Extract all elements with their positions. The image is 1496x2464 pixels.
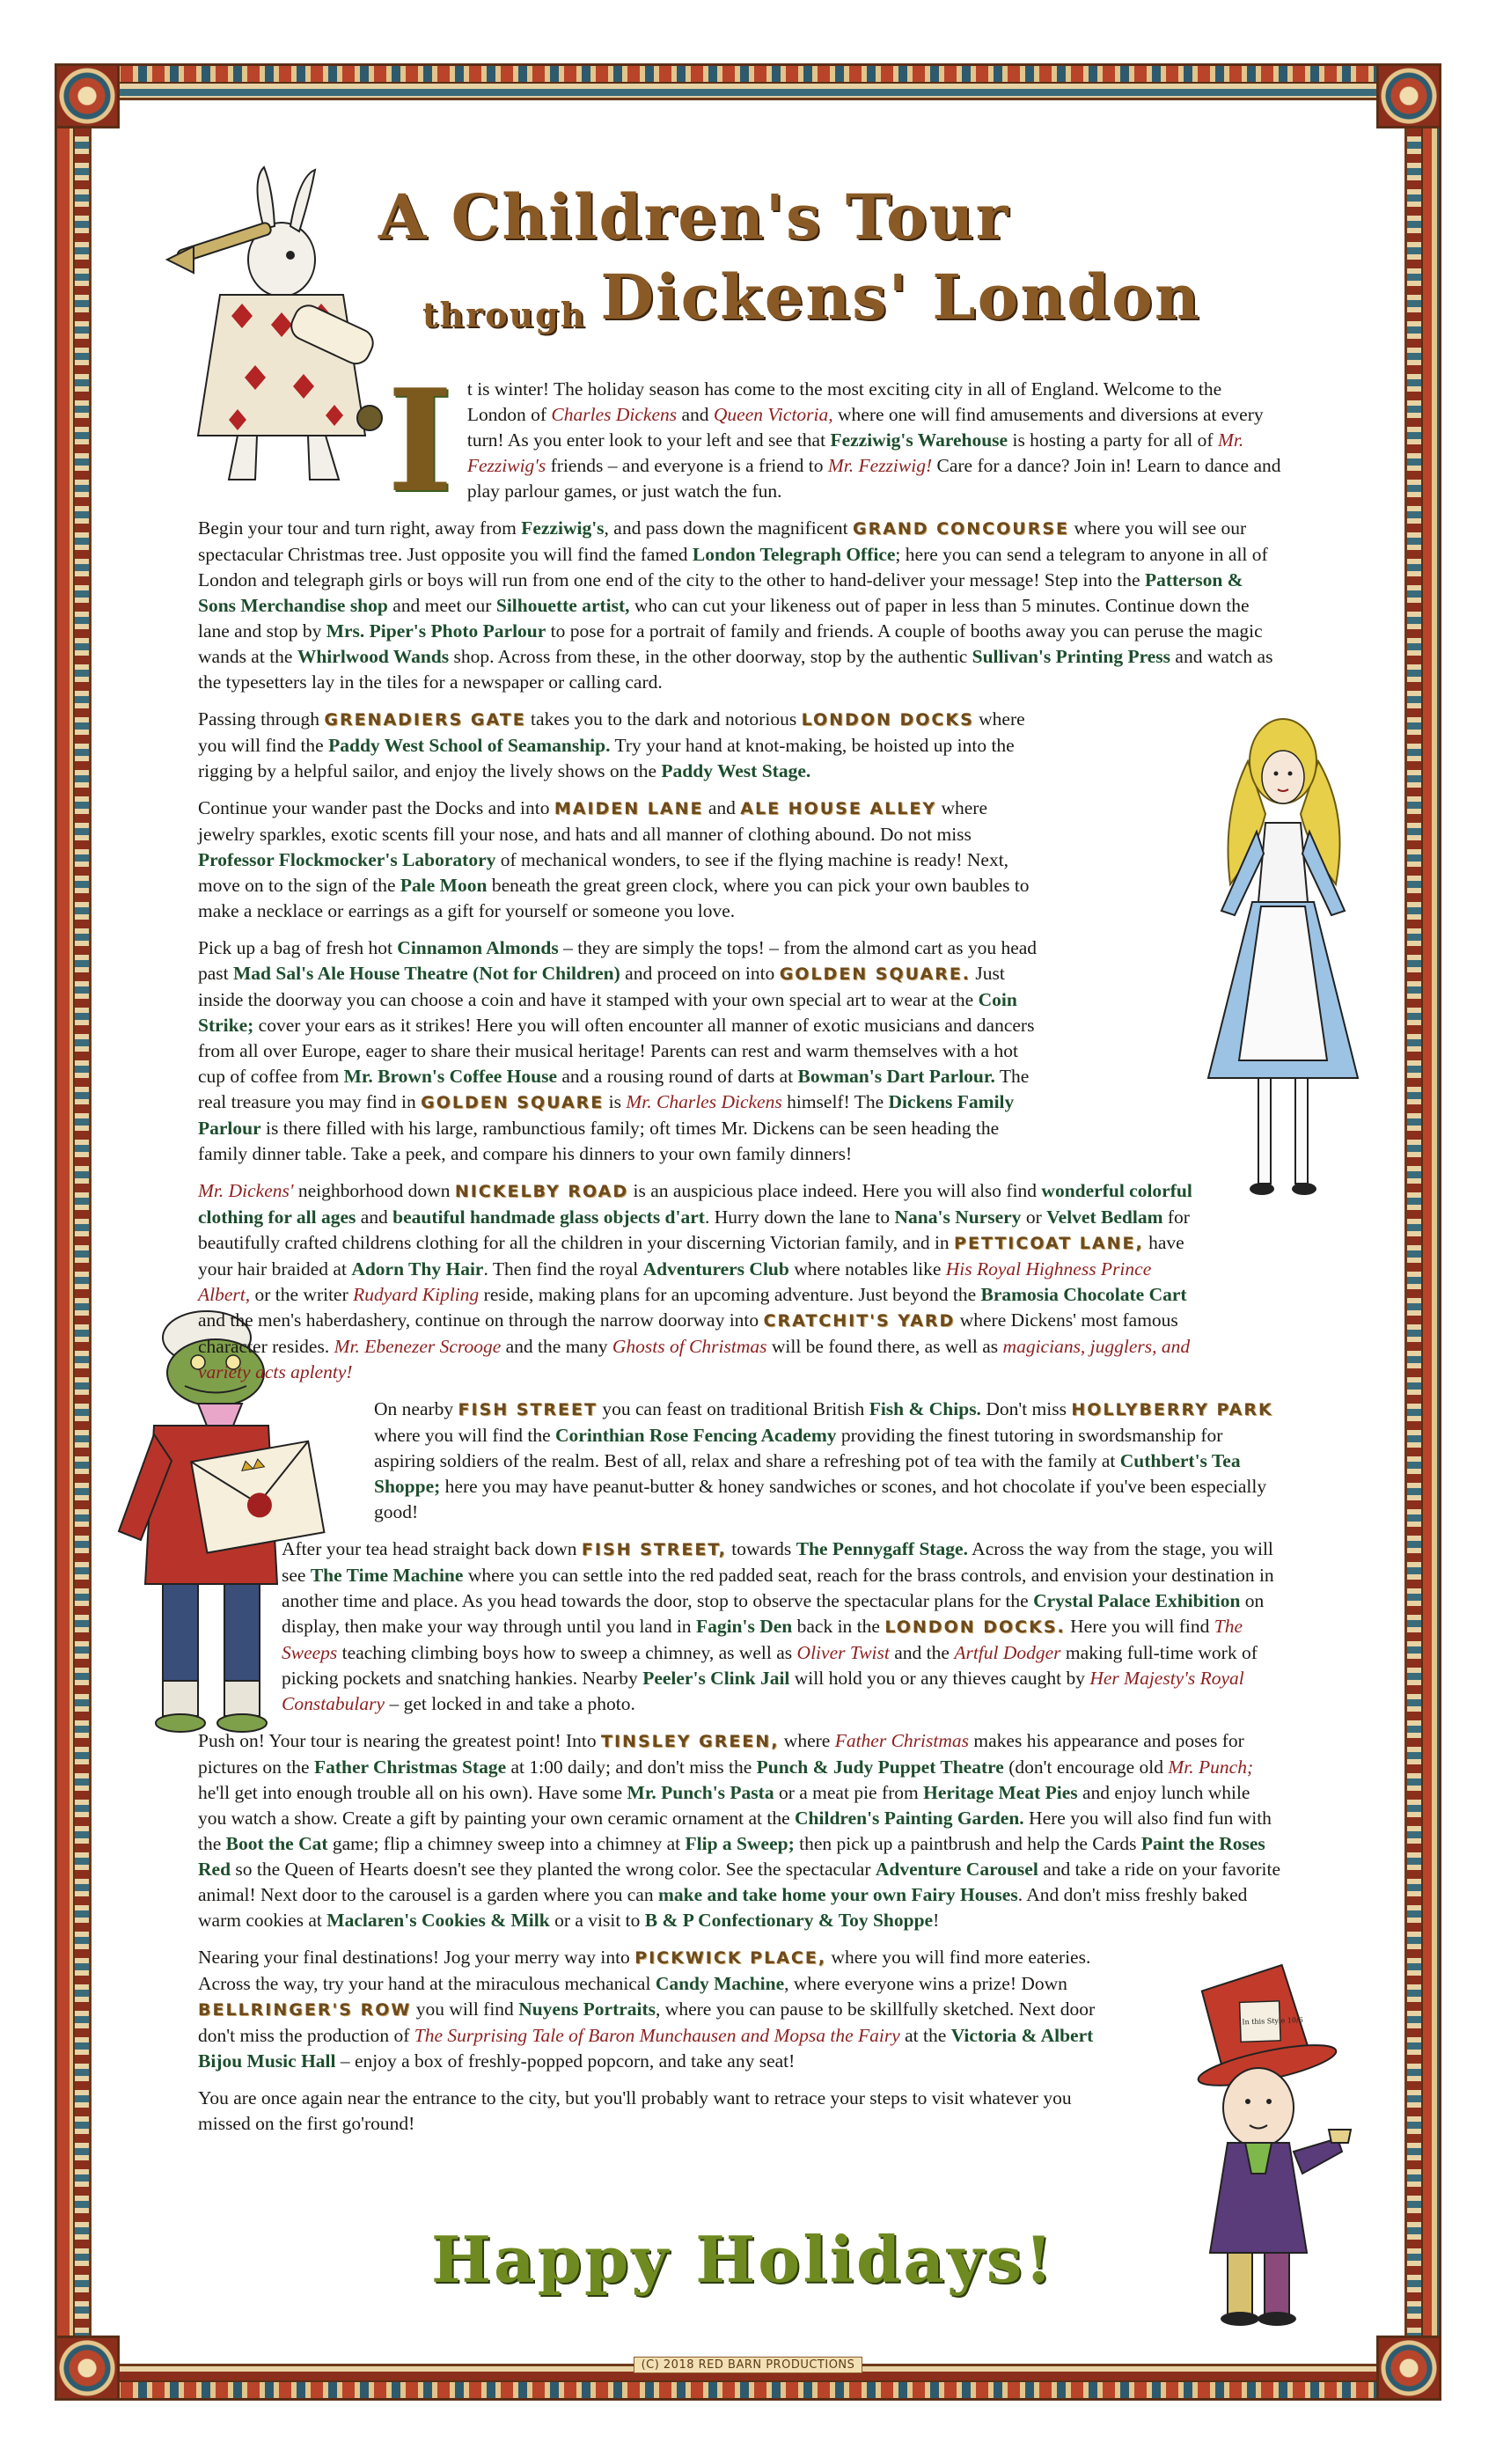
paragraph-tinsley-green	[198, 1728, 1282, 1933]
attraction-name: Bramosia Chocolate Cart	[980, 1284, 1187, 1305]
text-run: he'll get into enough trouble all on his own). Have some	[198, 1782, 627, 1803]
attraction-name: Fezziwig's	[521, 517, 605, 539]
paragraph-grand-concourse	[198, 516, 1282, 695]
person-name: Her Majesty's Royal Constabulary	[282, 1668, 1244, 1714]
drop-cap-letter: I	[387, 358, 453, 524]
text-run: Pick up a bag of fresh hot	[198, 937, 398, 958]
text-run: or a meat pie from	[774, 1782, 924, 1803]
attraction-name: Nana's Nursery	[894, 1206, 1022, 1228]
text-run: and a rousing round of darts at	[557, 1066, 798, 1087]
text-run: . Then find the royal	[483, 1258, 643, 1280]
attraction-name: Professor Flockmocker's Laboratory	[198, 849, 496, 870]
corner-ornament-top-right	[1376, 63, 1441, 128]
text-run: , and pass down the magnificent	[604, 517, 853, 539]
text-run: is there filled with his large, rambunctious family; oft times Mr. Dickens can be seen heading the family dinner table. Take a peek, and compare his dinners to your own family dinners!	[198, 1118, 1000, 1164]
attraction-name: Mr. Punch's Pasta	[627, 1782, 774, 1803]
text-run: ; here you can send a telegram to anyone in all of London and telegraph girls or boys will run from one end of the city to the other to hand-deliver your message! Step into the	[198, 544, 1268, 590]
person-name: Father Christmas	[834, 1730, 970, 1751]
attraction-name: Crystal Palace Exhibition	[1033, 1590, 1241, 1611]
text-run: where notables like	[788, 1258, 946, 1280]
attraction-name: Whirlwood Wands	[297, 646, 450, 667]
attraction-name: Adventurers Club	[642, 1258, 789, 1280]
paragraph-pennygaff	[282, 1536, 1282, 1717]
attraction-name: Corinthian Rose Fencing Academy	[555, 1425, 837, 1446]
text-run: game; flip a chimney sweep into a chimney at	[327, 1833, 686, 1854]
text-run: shop. Across from these, in the other doorway, stop by the authentic	[449, 646, 972, 667]
street-name: PICKWICK PLACE,	[634, 1948, 827, 1968]
attraction-name: Maclaren's Cookies & Milk	[326, 1910, 550, 1931]
attraction-name: Paint the Roses Red	[198, 1833, 1265, 1880]
text-run: Passing through	[198, 708, 325, 730]
person-name: magicians, jugglers, and variety acts aplenty!	[198, 1336, 1191, 1382]
text-run: makes his appearance and poses for pictures on the	[198, 1730, 1244, 1778]
text-run: You are once again near the entrance to the city, but you'll probably want to retrace your steps to visit whatever you missed on the first go'round!	[198, 2087, 1072, 2134]
text-run: where you can settle into the red padded seat, reach for the brass controls, and envision your destination in another time and place. As you head towards the door, stop to observe the spectacular plans for the	[282, 1565, 1274, 1611]
text-run: teaching climbing boys how to sweep a chimney, as well as	[337, 1642, 797, 1663]
paragraph-intro	[387, 358, 1282, 524]
street-name: FISH STREET	[458, 1400, 598, 1419]
text-run: and watch as the typesetters lay in the tiles for a newspaper or calling card.	[198, 646, 1273, 693]
title-through: through	[422, 295, 587, 334]
text-run: and	[677, 404, 714, 425]
text-run: Across the way from the stage, you will see	[282, 1538, 1273, 1586]
text-run: will hold you or any thieves caught by	[789, 1668, 1090, 1689]
text-run: Push on! Your tour is nearing the greatest point! Into	[198, 1730, 602, 1751]
person-name: The Sweeps	[282, 1616, 1243, 1663]
person-name: Mr. Fezziwig!	[827, 455, 933, 476]
attraction-name: Mad Sal's Ale House Theatre (Not for Children)	[233, 963, 620, 984]
paragraph-pickwick-place	[198, 1945, 1115, 2074]
text-run: Nearing your final destinations! Jog your merry way into	[198, 1947, 635, 1968]
title-line-2	[422, 260, 1285, 334]
attraction-name: Adventure Carousel	[875, 1859, 1038, 1880]
title-dickens-london: Dickens' London	[600, 260, 1201, 334]
person-name: Mr. Charles Dickens	[626, 1091, 782, 1112]
text-run: where Dickens' most famous character resides.	[198, 1309, 1178, 1357]
text-run: to pose for a portrait of family and friends. A couple of booths away you can peruse the magic wands at the	[198, 620, 1263, 667]
text-run: , where everyone wins a prize! Down	[784, 1973, 1067, 1994]
street-name: BELLRINGER'S ROW	[198, 2000, 412, 2020]
person-name: Mr. Ebenezer Scrooge	[334, 1336, 502, 1357]
text-run: and meet our	[387, 595, 496, 616]
paragraph-fish-street	[374, 1397, 1282, 1525]
street-name: CRATCHIT'S YARD	[763, 1311, 956, 1331]
attraction-name: Bowman's Dart Parlour.	[797, 1066, 995, 1087]
text-run: or	[1021, 1206, 1047, 1228]
text-run: then pick up a paintbrush and help the Cards	[794, 1833, 1141, 1854]
attraction-name: Velvet Bedlam	[1046, 1206, 1163, 1228]
text-run: takes you to the dark and notorious	[525, 708, 802, 730]
text-run: and enjoy lunch while you watch a show. Create a gift by painting your own ceramic ornament at the	[198, 1782, 1250, 1829]
text-run: on display, then make your way through until you land in	[282, 1590, 1265, 1637]
text-run: Begin your tour and turn right, away from	[198, 517, 522, 539]
text-run: is hosting a party for all of	[1008, 429, 1218, 451]
street-name: GOLDEN SQUARE.	[779, 964, 972, 984]
text-run: Here you will find	[1065, 1616, 1214, 1637]
text-run: you can feast on traditional British	[597, 1398, 869, 1419]
attraction-name: Children's Painting Garden.	[795, 1808, 1024, 1829]
text-run: Continue your wander past the Docks and into	[198, 797, 554, 818]
attraction-name: Patterson & Sons Merchandise shop	[198, 569, 1243, 616]
person-name: Oliver Twist	[796, 1642, 890, 1663]
person-name: Mr. Fezziwig's	[466, 429, 1244, 476]
paragraph-london-docks	[198, 707, 1045, 784]
paragraph-maiden-lane	[198, 796, 1045, 924]
text-run: have your hair braided at	[198, 1232, 1184, 1280]
street-name: GRENADIERS GATE	[324, 710, 526, 730]
page-title	[378, 180, 1285, 334]
street-name: TINSLEY GREEN,	[601, 1732, 780, 1751]
text-run: Try your hand at knot-making, be hoisted up into the rigging by a helpful sailor, and enjoy the lively shows on the	[198, 735, 1015, 781]
paragraph-closing	[198, 2086, 1115, 2137]
tour-text	[198, 358, 1282, 2148]
person-name: Ghosts of Christmas	[612, 1336, 767, 1357]
attraction-name: Nuyens Portraits	[518, 1998, 656, 2020]
text-run: , where you can pause to be skillfully sketched. Next door don't miss the production of	[198, 1998, 1096, 2046]
text-run: After your tea head straight back down	[282, 1538, 582, 1559]
street-name: ALE HOUSE ALLEY	[740, 799, 937, 818]
person-name: Queen Victoria,	[713, 404, 833, 425]
text-run: . Hurry down the lane to	[704, 1206, 895, 1228]
attraction-name: Fagin's Den	[695, 1616, 793, 1637]
attraction-name: Victoria & Albert Bijou Music Hall	[198, 2025, 1094, 2072]
text-run: On nearby	[374, 1398, 458, 1419]
text-run: where you will find the	[374, 1425, 555, 1446]
street-name: LONDON DOCKS	[801, 710, 974, 730]
title-line-1: A Children's Tour	[378, 180, 1010, 253]
person-name: Rudyard Kipling	[353, 1284, 480, 1305]
text-run: of mechanical wonders, to see if the flying machine is ready! Next, move on to the sign of the	[198, 849, 1009, 896]
attraction-name: Peeler's Clink Jail	[642, 1668, 790, 1689]
happy-holidays-banner: Happy Holidays!	[431, 2222, 1055, 2297]
hat-tag-text: In this Style 10/6	[1242, 2015, 1303, 2027]
text-run: providing the finest tutoring in swordsmanship for aspiring soldiers of the realm. Best of all, relax and share a refreshing pot of tea with the family at	[374, 1425, 1223, 1471]
copyright-credit	[0, 2358, 1496, 2372]
attraction-name: The Pennygaff Stage.	[796, 1538, 968, 1559]
text-run: where one will find amusements and diversions at every turn! As you enter look to your left and see that	[466, 404, 1264, 451]
text-run: (don't encourage old	[1003, 1756, 1169, 1778]
person-name: Artful Dodger	[954, 1642, 1061, 1663]
text-run: and the many	[501, 1336, 612, 1357]
attraction-name: Heritage Meat Pies	[923, 1782, 1078, 1803]
text-run: beneath the great green clock, where you can pick your own baubles to make a necklace or earrings as a gift for yourself or someone you love.	[198, 875, 1030, 921]
paragraph-nickelby-road	[198, 1178, 1194, 1385]
attraction-name: Adorn Thy Hair	[351, 1258, 484, 1280]
text-run: himself! The	[781, 1091, 889, 1112]
text-run: reside, making plans for an upcoming adventure. Just beyond the	[479, 1284, 981, 1305]
attraction-name: The Time Machine	[310, 1565, 464, 1586]
text-run: Here you will also find fun with the	[198, 1808, 1272, 1854]
attraction-name: London Telegraph Office	[692, 544, 896, 565]
text-run: for beautifully crafted childrens clothing for all the children in your discerning Victorian family, and in	[198, 1206, 1190, 1253]
attraction-name: B & P Confectionary & Toy Shoppe	[644, 1910, 934, 1931]
text-run: and	[703, 797, 741, 818]
text-run: – they are simply the tops! – from the almond cart as you head past	[198, 937, 1038, 984]
text-run: Just inside the doorway you can choose a coin and have it stamped with your own special art to wear at the	[198, 963, 1005, 1010]
text-run: is an auspicious place indeed. Here you will also find	[628, 1180, 1042, 1201]
text-run: so the Queen of Hearts doesn't see they planted the wrong color. See the spectacular	[231, 1859, 876, 1880]
street-name: GOLDEN SQUARE	[421, 1093, 605, 1112]
attraction-name: Paddy West Stage.	[661, 760, 811, 781]
attraction-name: Mrs. Piper's Photo Parlour	[326, 620, 546, 642]
attraction-name: wonderful colorful clothing for all ages	[198, 1180, 1192, 1228]
text-run: is	[604, 1091, 627, 1112]
text-run: where you will find the	[198, 708, 1025, 756]
text-run: friends – and everyone is a friend to	[546, 455, 828, 476]
person-name: Charles Dickens	[551, 404, 678, 425]
street-name: NICKELBY ROAD	[454, 1182, 629, 1201]
attraction-name: Father Christmas Stage	[313, 1756, 507, 1778]
attraction-name: Silhouette artist,	[495, 595, 630, 616]
text-run: neighborhood down	[293, 1180, 455, 1201]
text-run: or the writer	[250, 1284, 354, 1305]
text-run: or a visit to	[549, 1910, 645, 1931]
text-run: Don't miss	[980, 1398, 1072, 1419]
text-run: !	[933, 1910, 940, 1931]
street-name: HOLLYBERRY PARK	[1071, 1400, 1273, 1419]
street-name: GRAND CONCOURSE	[852, 519, 1070, 539]
person-name: The Surprising Tale of Baron Munchausen and Mopsa the Fairy	[414, 2025, 900, 2046]
text-run: where jewelry sparkles, exotic scents fill your nose, and hats and all manner of clothing abound. Do not miss	[198, 797, 988, 845]
street-name: LONDON DOCKS.	[884, 1617, 1066, 1637]
person-name: Mr. Punch;	[1168, 1756, 1254, 1778]
text-run: Care for a dance? Join in! Learn to dance and play parlour games, or just watch the fun.	[466, 455, 1281, 502]
text-run: – enjoy a box of freshly-popped popcorn, and take any seat!	[335, 2050, 796, 2072]
text-run: and proceed on into	[620, 963, 780, 984]
attraction-name: Coin Strike;	[198, 989, 1017, 1036]
attraction-name: Fezziwig's Warehouse	[830, 429, 1008, 451]
street-name: PETTICOAT LANE,	[954, 1234, 1144, 1253]
person-name: His Royal Highness Prince Albert,	[198, 1258, 1152, 1305]
attraction-name: make and take home your own Fairy Houses	[657, 1884, 1018, 1905]
attraction-name: beautiful handmade glass objects d'art	[392, 1206, 705, 1228]
person-name: Mr. Dickens'	[198, 1180, 294, 1201]
attraction-name: Punch & Judy Puppet Theatre	[756, 1756, 1004, 1778]
attraction-name: Sullivan's Printing Press	[972, 646, 1171, 667]
attraction-name: Pale Moon	[400, 875, 488, 896]
text-run: you will find	[411, 1998, 519, 2020]
text-run: . And don't miss freshly baked warm cookies at	[198, 1884, 1248, 1931]
text-run: towards	[726, 1538, 796, 1559]
street-name: FISH STREET,	[581, 1540, 727, 1559]
text-run: The real treasure you may find in	[198, 1066, 1030, 1112]
street-name: MAIDEN LANE	[554, 799, 704, 818]
attraction-name: Candy Machine	[655, 1973, 785, 1994]
text-run: cover your ears as it strikes! Here you will often encounter all manner of exotic musicians and dancers from all over Europe, eager to share their musical heritage! Parents can rest and warm themselves with a hot cup of coffee from	[198, 1015, 1035, 1087]
text-run: here you may have peanut-butter & honey sandwiches or scones, and hot chocolate if you've been especially good!	[374, 1476, 1267, 1522]
attraction-name: Cuthbert's Tea Shoppe;	[374, 1450, 1241, 1497]
text-run: and	[356, 1206, 393, 1228]
attraction-name: Flip a Sweep;	[685, 1833, 795, 1854]
text-run: at 1:00 daily; and don't miss the	[506, 1756, 757, 1778]
text-run: and the men's haberdashery, continue on through the narrow doorway into	[198, 1309, 764, 1331]
text-run: who can cut your likeness out of paper in less than 5 minutes. Continue down the lane and stop by	[198, 595, 1250, 642]
attraction-name: Cinnamon Almonds	[397, 937, 559, 958]
corner-ornament-top-left	[55, 63, 120, 128]
text-run: will be found there, as well as	[766, 1336, 1003, 1357]
attraction-name: Fish & Chips.	[869, 1398, 981, 1419]
text-run: at the	[899, 2025, 951, 2046]
text-run: where	[779, 1730, 835, 1751]
text-run: back in the	[792, 1616, 885, 1637]
copyright-text: (C) 2018 RED BARN PRODUCTIONS	[634, 2357, 863, 2373]
paragraph-golden-square	[198, 935, 1045, 1167]
text-run: t is winter! The holiday season has come to the most exciting city in all of England. Welcome to the London of	[466, 378, 1222, 425]
text-run: making full-time work of picking pockets and snatching hankies. Nearby	[282, 1642, 1258, 1689]
text-run: where you will find more eateries. Across the way, try your hand at the miraculous mechanical	[198, 1947, 1091, 1994]
attraction-name: Dickens Family Parlour	[198, 1091, 1015, 1139]
attraction-name: Mr. Brown's Coffee House	[343, 1066, 558, 1087]
attraction-name: Boot the Cat	[225, 1833, 328, 1854]
attraction-name: Paddy West School of Seamanship.	[328, 735, 611, 756]
text-run: and the	[889, 1642, 955, 1663]
text-run: – get locked in and take a photo.	[385, 1693, 635, 1714]
text-run: and take a ride on your favorite animal! Next door to the carousel is a garden where you can	[198, 1859, 1281, 1905]
text-run: where you will see our spectacular Christmas tree. Just opposite you will find the famed	[198, 517, 1247, 565]
